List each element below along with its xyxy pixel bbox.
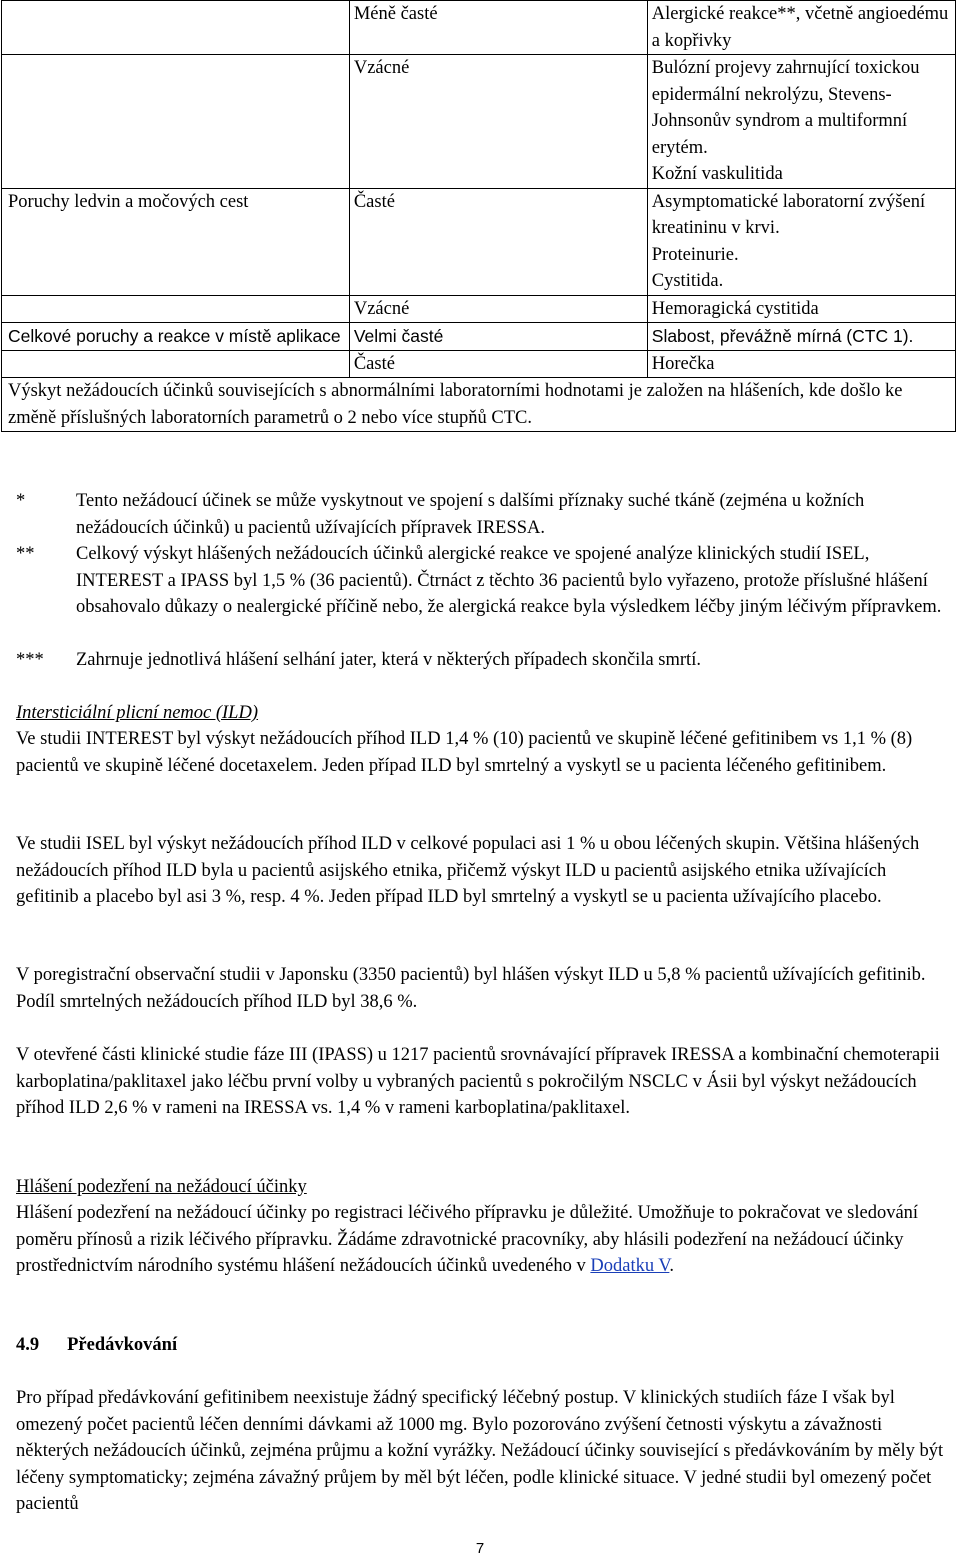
effect-text: Asymptomatické laboratorní zvýšení kreatininu v krvi.: [651, 191, 926, 238]
table-row: [2, 295, 956, 323]
frequency-cell: Časté: [349, 188, 647, 295]
footnote-text: Tento nežádoucí účinek se může vyskytnout ve spojení s dalšími příznaky suché tkáně (zejména u kožních nežádoucích účinků) u pacientů užívajících přípravek IRESSA.: [76, 491, 865, 538]
section-number: 4.9: [16, 1335, 40, 1355]
effect-cell: [647, 323, 955, 351]
effect-cell: [647, 350, 955, 378]
page-number: 7: [475, 1540, 485, 1557]
effect-text: Alergické reakce**, včetně angioedému a kopřivky: [651, 4, 949, 51]
ild-heading-text: Intersticiální plicní nemoc (ILD): [16, 703, 258, 723]
reporting-paragraph: [16, 1200, 951, 1280]
table-row: [2, 55, 956, 189]
annex-v-link[interactable]: Dodatku V: [590, 1256, 670, 1276]
organ-cell: [2, 55, 350, 189]
reporting-end: .: [669, 1256, 674, 1276]
effect-text: Slabost, převážně mírná (CTC 1).: [651, 326, 914, 346]
ild-paragraph-2: Ve studii ISEL byl výskyt nežádoucích příhod ILD v celkové populaci asi 1 % u obou léčených skupin. Většina hlášených nežádoucích příhod ILD byla u pacientů asijského etnika, přičemž výskyt ILD u pacientů asijského etnika užívajících gefitinib a placebo byl asi 3 %, resp. 4 %. Jeden případ ILD byl smrtelný a vyskytl se u pacienta užívajícího placebo.: [16, 834, 920, 907]
frequency-cell: Časté: [349, 350, 647, 378]
effect-text: Kožní vaskulitida: [651, 164, 783, 184]
organ-cell: Celkové poruchy a reakce v místě aplikace: [2, 323, 350, 351]
reporting-heading: [16, 1174, 951, 1201]
ild-heading: [16, 700, 951, 727]
effect-text: Proteinurie.: [651, 244, 739, 265]
ild-paragraph-4: V otevřené části klinické studie fáze III (IPASS) u 1217 pacientů srovnávající přípravek IRESSA a kombinační chemoterapii karboplatina/paklitaxel jako léčbu první volby u vybraných pacientů s pokročilým NSCLC v Ásii byl výskyt nežádoucích příhod ILD 2,6 % v rameni na IRESSA vs. 1,4 % v rameni karboplatina/paklitaxel.: [16, 1045, 940, 1118]
footnote-mark: ***: [16, 650, 44, 670]
organ-cell: Poruchy ledvin a močových cest: [2, 188, 350, 295]
organ-cell: [2, 295, 350, 323]
organ-cell: [2, 350, 350, 378]
frequency-cell: Vzácné: [349, 55, 647, 189]
organ-cell: [2, 1, 350, 55]
effect-text: Hemoragická cystitida: [651, 298, 819, 319]
frequency-cell: Vzácné: [349, 295, 647, 323]
table-row: [2, 1, 956, 55]
table-row: [2, 378, 956, 432]
ild-paragraph-1: Ve studii INTEREST byl výskyt nežádoucích příhod ILD 1,4 % (10) pacientů ve skupině léčené gefitinibem vs 1,1 % (8) pacientů ve skupině léčené docetaxelem. Jeden případ ILD byl smrtelný a vyskytl se u pacienta léčeného gefitinibem.: [16, 729, 913, 776]
footnote: [16, 488, 956, 538]
table-row: [2, 323, 956, 351]
effect-text: Cystitida.: [651, 271, 724, 291]
effect-text: Bulózní projevy zahrnující toxickou epidermální nekrolýzu, Stevens-Johnsonův syndrom a multiformní erytém.: [651, 58, 920, 158]
effect-cell: [647, 295, 955, 323]
effect-text: Horečka: [651, 353, 715, 374]
footnote-mark: *: [16, 491, 26, 511]
reporting-text: Hlášení podezření na nežádoucí účinky po registraci léčivého přípravku je důležité. Umožňuje to pokračovat ve sledování poměru přínosů a rizik léčivého přípravku. Žádáme zdravotnické pracovníky, aby hlásili podezření na nežádoucí účinky prostřednictvím národního systému hlášení nežádoucích účinků uvedeného v: [16, 1203, 919, 1276]
ild-paragraph-3: V poregistrační observační studii v Japonsku (3350 pacientů) byl hlášen výskyt ILD u 5,8 % pacientů užívajících gefitinib. Podíl smrtelných nežádoucích příhod ILD byl 38,6 %.: [16, 965, 926, 1012]
reporting-heading-text: Hlášení podezření na nežádoucí účinky: [16, 1177, 307, 1197]
table-row: [2, 188, 956, 295]
frequency-cell: Velmi časté: [349, 323, 647, 351]
frequency-cell: Méně časté: [349, 1, 647, 55]
overdose-paragraph: Pro případ předávkování gefitinibem neexistuje žádný specifický léčebný postup. V klinických studiích fáze I však byl omezený počet pacientů léčen denními dávkami až 1000 mg. Bylo pozorováno zvýšení četnosti výskytu a závažnosti některých nežádoucích účinků, zejména průjmu a kožní vyrážky. Nežádoucí účinky související s předávkováním by měly být léčeny symptomaticky; zejména závažný průjem by měl být léčen, podle klinické situace. V jedné studii byl omezený počet pacientů: [16, 1388, 944, 1514]
footnote-mark: **: [16, 544, 35, 564]
section-title: Předávkování: [67, 1335, 178, 1355]
footnote-text: Zahrnuje jednotlivá hlášení selhání jater, která v některých případech skončila smrtí.: [76, 650, 701, 670]
effect-cell: [647, 55, 955, 189]
section-heading: [16, 1332, 951, 1359]
adverse-effects-table: [1, 0, 956, 432]
footnote-text: Celkový výskyt hlášených nežádoucích účinků alergické reakce ve spojené analýze klinických studií ISEL, INTEREST a IPASS byl 1,5 % (36 pacientů). Čtrnáct z těchto 36 pacientů bylo vyřazeno, protože příslušné hlášení obsahovalo důkazy o nealergické příčině nebo, že alergická reakce byla výsledkem léčby jiným léčivým přípravkem.: [76, 544, 942, 617]
effect-cell: [647, 1, 955, 55]
table-note: Výskyt nežádoucích účinků souvisejících s abnormálními laboratorními hodnotami je založen na hlášeních, kde došlo ke změně příslušných laboratorních parametrů o 2 nebo více stupňů CTC.: [2, 378, 956, 432]
table-row: [2, 350, 956, 378]
effect-cell: [647, 188, 955, 295]
